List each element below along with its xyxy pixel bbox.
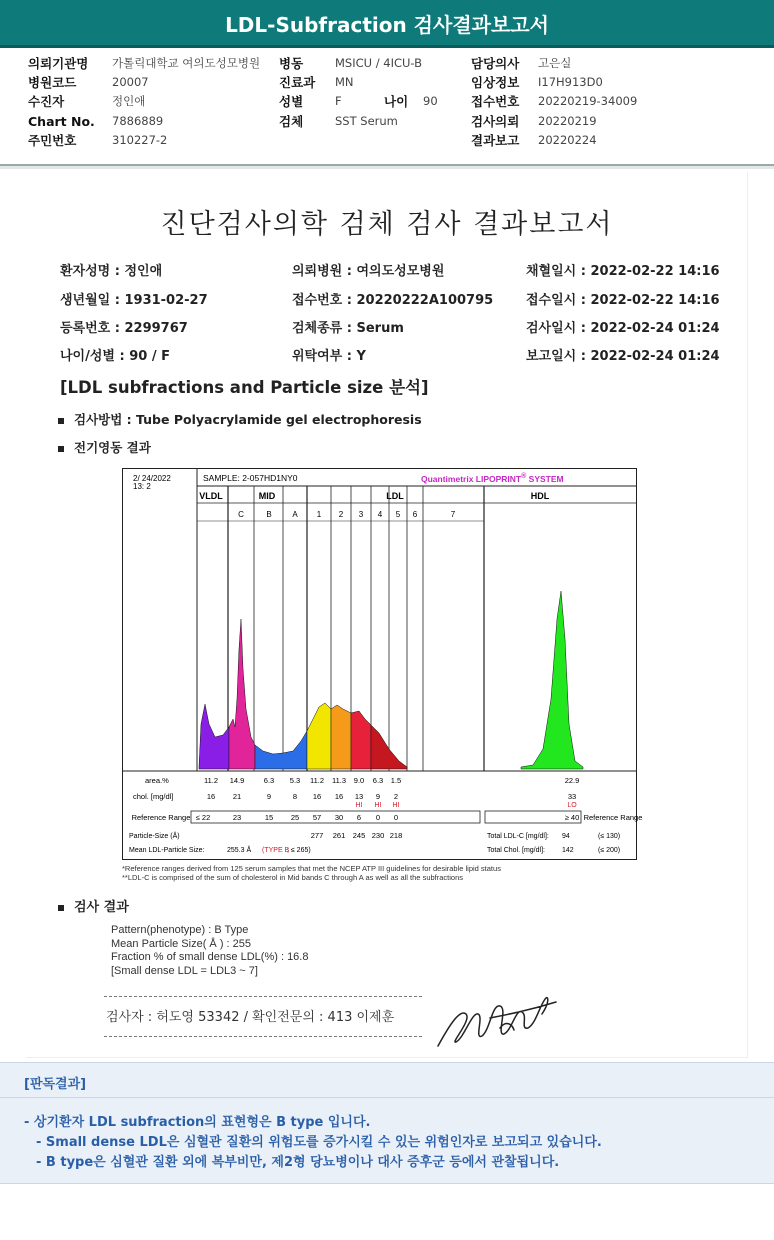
chol-value: 16 xyxy=(206,792,216,801)
sex-label: 성별 xyxy=(279,94,304,109)
area-value: 1.5 xyxy=(390,776,402,785)
doctor-value: 고은실 xyxy=(538,56,572,70)
band-label: 5 xyxy=(395,510,401,519)
vldl-peak xyxy=(199,704,229,769)
curve-layer xyxy=(199,591,583,769)
method-item xyxy=(58,410,422,428)
reference-value: 0 xyxy=(375,813,381,822)
chart-title xyxy=(421,472,564,484)
received-time: 접수일시 : 2022-02-22 14:16 xyxy=(526,293,720,308)
result-block xyxy=(111,924,308,978)
reference-value: 6 xyxy=(356,813,362,822)
area-value: 11.2 xyxy=(203,776,219,785)
report-time: 보고일시 : 2022-02-24 01:24 xyxy=(526,349,720,364)
reference-value: 30 xyxy=(334,813,344,822)
page-title: LDL-Subfraction 검사결과보고서 xyxy=(0,0,774,48)
age-label: 나이 xyxy=(384,94,409,109)
specimen-type: 검체종류 : Serum xyxy=(292,321,404,336)
chol-value: 9 xyxy=(266,792,272,801)
band-lines xyxy=(197,486,636,771)
chol-value: 2 xyxy=(393,792,399,801)
interpretation-heading: [판독결과] xyxy=(24,1077,87,1092)
reference-label-left: Reference Range xyxy=(131,813,191,822)
lipoprint-chart xyxy=(122,468,643,860)
ref-row xyxy=(196,813,580,822)
accession-label: 접수번호 xyxy=(471,94,520,109)
chol-row xyxy=(207,792,576,801)
total-ldl-value: 94 xyxy=(562,833,570,840)
registration-number: 등록번호 : 2299767 xyxy=(60,321,188,336)
total-chol-ref: (≤ 200) xyxy=(598,847,621,854)
signer-info: 검사자 : 허도영 53342 / 확인전문의 : 413 이제훈 xyxy=(106,1010,395,1025)
ldl3-peak xyxy=(351,711,371,769)
interpretation-line: - 상기환자 LDL subfraction의 표현형은 B type 입니다. xyxy=(24,1115,371,1130)
report-title: 진단검사의학 검체 검사 결과보고서 xyxy=(160,209,614,240)
particle-size-value: 261 xyxy=(332,831,346,840)
hospital-code-label: 병원코드 xyxy=(28,75,77,90)
dept-value: MN xyxy=(335,75,354,89)
flag-value: HI xyxy=(355,802,363,809)
age-value: 90 xyxy=(423,94,438,108)
area-value: 11.2 xyxy=(309,776,325,785)
resident-value: 310227-2 xyxy=(112,133,168,147)
resident-label: 주민번호 xyxy=(28,133,77,148)
reference-label-right: Reference Range xyxy=(583,813,643,822)
signature-icon xyxy=(430,984,560,1056)
band-label: 6 xyxy=(412,510,418,519)
chart-date: 2/ 24/2022 xyxy=(133,474,171,483)
reference-value: ≥ 40 xyxy=(564,813,580,822)
pattern-text: Pattern(phenotype) : B Type xyxy=(111,924,249,936)
total-ldl-label: Total LDL-C [mg/dl]: xyxy=(487,833,549,840)
mid-c-peak xyxy=(229,619,255,769)
area-value: 14.9 xyxy=(229,776,245,785)
chol-value: 16 xyxy=(334,792,344,801)
reference-value: 15 xyxy=(264,813,274,822)
chart-title-sup: ® xyxy=(521,473,527,480)
area-value: 22.9 xyxy=(564,776,580,785)
particle-size-value: 245 xyxy=(352,831,366,840)
section-heading: [LDL subfractions and Particle size 분석] xyxy=(60,378,429,397)
band-label: 2 xyxy=(338,510,344,519)
requested-value: 20220219 xyxy=(538,114,597,128)
total-chol-value: 142 xyxy=(562,847,574,854)
divider xyxy=(0,1097,774,1098)
total-ldl-ref: (≤ 130) xyxy=(598,833,621,840)
band-label: 4 xyxy=(377,510,383,519)
clinical-label: 임상정보 xyxy=(471,75,520,90)
chart-title-tail: SYSTEM xyxy=(526,474,564,484)
interpretation-line: - B type은 심혈관 질환 외에 복부비만, 제2형 당뇨병이나 대사 증후군 등에서 관찰됩니다. xyxy=(36,1155,560,1170)
patient-value: 정인애 xyxy=(112,94,146,108)
area-row xyxy=(204,776,579,785)
patient-label: 수진자 xyxy=(28,94,65,109)
group-label: MID xyxy=(258,491,276,501)
birth-date: 생년월일 : 1931-02-27 xyxy=(60,293,208,308)
mean-ldl-label: Mean LDL-Particle Size: xyxy=(129,847,205,854)
electrophoresis-item xyxy=(58,438,151,456)
specimen-value: SST Serum xyxy=(335,114,398,128)
interpretation-panel xyxy=(0,1062,774,1184)
receipt-number: 접수번호 : 20220222A100795 xyxy=(292,293,494,308)
band-label: 3 xyxy=(358,510,364,519)
doctor-label: 담당의사 xyxy=(471,56,520,71)
institution-label: 의뢰기관명 xyxy=(28,56,89,71)
interpretation-line: - Small dense LDL은 심혈관 질환의 위험도를 증가시킬 수 있는 위험인자로 보고되고 있습니다. xyxy=(36,1135,602,1150)
chart-title-main: Quantimetrix LIPOPRINT xyxy=(421,474,522,484)
mid-b-peak xyxy=(255,731,307,769)
area-value: 11.3 xyxy=(331,776,347,785)
group-label: HDL xyxy=(530,491,550,501)
report-document xyxy=(26,172,748,1058)
band-label: A xyxy=(292,510,298,519)
band-label: 7 xyxy=(450,510,456,519)
reported-label: 결과보고 xyxy=(471,133,520,148)
clinical-value: I17H913D0 xyxy=(538,75,603,89)
hdl-peak xyxy=(521,591,583,769)
reference-notes xyxy=(122,864,501,882)
tested-time: 검사일시 : 2022-02-24 01:24 xyxy=(526,321,720,336)
ward-label: 병동 xyxy=(279,56,304,71)
bullet-icon xyxy=(58,418,64,424)
result-heading: 검사 결과 xyxy=(74,900,129,915)
method-text: 검사방법 : Tube Polyacrylamide gel electrophoresis xyxy=(74,412,422,427)
divider xyxy=(0,166,774,169)
band-label: B xyxy=(266,510,272,519)
reference-value: ≤ 22 xyxy=(195,813,211,822)
reference-value: 0 xyxy=(393,813,399,822)
divider xyxy=(104,1036,422,1037)
particle-size-value: 218 xyxy=(389,831,403,840)
accession-value: 20220219-34009 xyxy=(538,94,638,108)
order-info xyxy=(0,52,774,164)
result-item xyxy=(58,896,129,915)
particle-size-value: 230 xyxy=(371,831,385,840)
reference-value: 25 xyxy=(290,813,300,822)
ldl1-peak xyxy=(307,703,331,769)
mean-size-text: Mean Particle Size( Å ) : 255 xyxy=(111,937,252,950)
mean-ldl-ref: ; ≤ 265) xyxy=(287,847,311,854)
chol-value: 33 xyxy=(567,792,577,801)
ldl2-peak xyxy=(331,705,351,769)
bullet-icon xyxy=(58,446,64,452)
hospital-code-value: 20007 xyxy=(112,75,149,89)
ward-value: MSICU / 4ICU-B xyxy=(335,56,423,70)
area-row-label: area.% xyxy=(145,776,169,785)
chol-value: 16 xyxy=(312,792,322,801)
group-labels xyxy=(199,491,549,501)
total-chol-label: Total Chol. [mg/dl]: xyxy=(487,847,545,854)
flag-value: HI xyxy=(392,802,400,809)
chart-time: 13: 2 xyxy=(133,482,151,491)
particle-size-value: 277 xyxy=(310,831,324,840)
mean-ldl-value: 255.3 Å xyxy=(227,847,252,854)
reference-value: 57 xyxy=(312,813,322,822)
electrophoresis-text: 전기영동 결과 xyxy=(74,440,151,455)
band-label: C xyxy=(238,510,244,519)
area-value: 5.3 xyxy=(289,776,301,785)
sex-value: F xyxy=(335,94,342,108)
note-line: *Reference ranges derived from 125 serum samples that met the NCEP ATP III guidelines for desirable lipid status xyxy=(122,864,501,873)
flag-value: LO xyxy=(567,802,577,809)
specimen-label: 검체 xyxy=(279,114,304,129)
institution-value: 가톨릭대학교 여의도성모병원 xyxy=(112,56,261,70)
divider xyxy=(104,996,422,997)
area-value: 6.3 xyxy=(372,776,384,785)
flag-row xyxy=(356,802,578,809)
collected-time: 채혈일시 : 2022-02-22 14:16 xyxy=(526,264,720,279)
dept-label: 진료과 xyxy=(279,75,316,90)
reference-value: 23 xyxy=(232,813,242,822)
chol-value: 9 xyxy=(375,792,381,801)
referring-hospital: 의뢰병원 : 여의도성모병원 xyxy=(292,264,445,279)
chol-row-label: chol. [mg/dl] xyxy=(133,792,174,801)
requested-label: 검사의뢰 xyxy=(471,114,520,129)
note-line: **LDL-C is comprised of the sum of cholesterol in Mid bands C through A as well as all the subfractions xyxy=(122,873,464,882)
chol-value: 13 xyxy=(354,792,364,801)
mean-ldl-type: (TYPE B xyxy=(262,847,290,854)
group-label: LDL xyxy=(386,491,404,501)
reported-value: 20220224 xyxy=(538,133,597,147)
chol-value: 8 xyxy=(292,792,298,801)
band-label: 1 xyxy=(316,510,322,519)
fraction-text: Fraction % of small dense LDL(%) : 16.8 xyxy=(111,951,309,963)
area-value: 6.3 xyxy=(263,776,275,785)
outsourced: 위탁여부 : Y xyxy=(292,349,366,364)
patient-name: 환자성명 : 정인애 xyxy=(60,264,163,279)
flag-value: HI xyxy=(374,802,382,809)
chart-sample: SAMPLE: 2-057HD1NY0 xyxy=(203,473,298,483)
chart-svg xyxy=(123,469,643,859)
chart-no-label: Chart No. xyxy=(28,114,95,129)
particle-row xyxy=(311,831,403,840)
particle-row-label: Particle-Size (Å) xyxy=(129,833,180,840)
sdldl-text: [Small dense LDL = LDL3 ~ 7] xyxy=(111,964,258,977)
chart-no-value: 7886889 xyxy=(112,114,164,128)
bullet-icon xyxy=(58,905,64,911)
area-value: 9.0 xyxy=(353,776,365,785)
age-sex: 나이/성별 : 90 / F xyxy=(60,349,171,364)
group-label: VLDL xyxy=(199,491,223,501)
chol-value: 21 xyxy=(232,792,242,801)
